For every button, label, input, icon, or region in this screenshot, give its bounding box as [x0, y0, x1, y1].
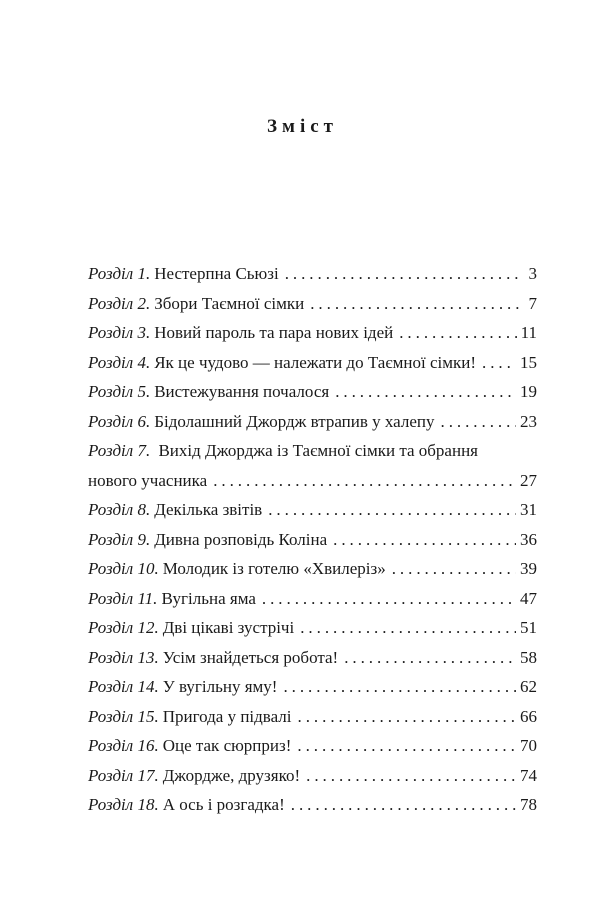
page-number: 15 — [520, 352, 537, 372]
toc-entry-line-1 — [88, 436, 537, 466]
dot-leader — [298, 702, 516, 732]
toc-entry-chapter-15[interactable] — [88, 702, 537, 732]
chapter-label: Розділ 9. — [88, 529, 151, 549]
chapter-title: Джордже, друзяко! — [162, 765, 301, 785]
dot-leader — [310, 289, 523, 319]
dot-leader — [285, 259, 523, 289]
chapter-title-continuation: нового учасника — [88, 470, 208, 490]
dot-leader — [482, 348, 516, 378]
dot-leader — [297, 731, 516, 761]
dot-leader — [213, 466, 516, 496]
chapter-label: Розділ 5. — [88, 382, 151, 401]
dot-leader — [306, 761, 516, 791]
chapter-title: У вугільну яму! — [162, 677, 278, 696]
chapter-title: А ось і розгадка! — [162, 795, 285, 814]
dot-leader — [268, 495, 516, 525]
toc-entry-chapter-14[interactable] — [88, 672, 537, 702]
toc-entry-line-2 — [88, 466, 537, 496]
chapter-title: Нестерпна Сьюзі — [154, 264, 279, 283]
dot-leader — [399, 318, 516, 348]
chapter-label: Розділ 6. — [88, 411, 151, 431]
chapter-title: Вихід Джорджа із Таємної сімки та обрання — [158, 441, 478, 460]
dot-leader — [392, 554, 516, 584]
toc-entry-chapter-4[interactable] — [88, 348, 537, 378]
chapter-title: Як це чудово — належати до Таємної сімки! — [154, 352, 477, 372]
chapter-title: Оце так сюрприз! — [162, 736, 292, 755]
chapter-label: Розділ 17. — [88, 765, 159, 785]
toc-entry-chapter-8[interactable] — [88, 495, 537, 525]
page-number: 27 — [520, 470, 537, 490]
page-number: 66 — [520, 706, 537, 726]
chapter-label: Розділ 14. — [88, 677, 159, 696]
dot-leader — [333, 525, 516, 555]
chapter-title: Вугільна яма — [161, 588, 256, 608]
dot-leader — [441, 407, 517, 437]
dot-leader — [344, 643, 516, 673]
toc-entry-chapter-7[interactable] — [88, 436, 537, 495]
page-number: 7 — [528, 293, 537, 313]
chapter-title: Бідолашний Джордж втрапив у халепу — [154, 411, 435, 431]
page-number: 23 — [520, 411, 537, 431]
toc-entry-chapter-9[interactable] — [88, 525, 537, 555]
toc-entry-chapter-16[interactable] — [88, 731, 537, 761]
page-number: 51 — [520, 618, 537, 637]
chapter-label: Розділ 4. — [88, 352, 151, 372]
chapter-title: Дві цікаві зустрічі — [162, 618, 295, 637]
page-number: 31 — [520, 500, 537, 519]
dot-leader — [262, 584, 516, 614]
page-title: Зміст — [266, 116, 338, 137]
chapter-label: Розділ 13. — [88, 647, 159, 667]
page-number: 11 — [520, 323, 537, 342]
chapter-title: Молодик із готелю «Хвилеріз» — [162, 559, 386, 578]
toc-entry-chapter-11[interactable] — [88, 584, 537, 614]
toc-entry-chapter-2[interactable] — [88, 289, 537, 319]
chapter-label: Розділ 8. — [88, 500, 151, 519]
chapter-label: Розділ 2. — [88, 293, 151, 313]
chapter-title: Збори Таємної сімки — [154, 293, 305, 313]
dot-leader — [300, 613, 516, 643]
page-number: 3 — [528, 264, 537, 283]
chapter-title: Вистежування почалося — [154, 382, 330, 401]
toc-entry-chapter-12[interactable] — [88, 613, 537, 643]
toc-entry-chapter-13[interactable] — [88, 643, 537, 673]
toc-entry-chapter-6[interactable] — [88, 407, 537, 437]
toc-entry-chapter-3[interactable] — [88, 318, 537, 348]
chapter-label: Розділ 11. — [88, 588, 158, 608]
chapter-label: Розділ 18. — [88, 795, 159, 814]
dot-leader — [283, 672, 516, 702]
page-number: 19 — [520, 382, 537, 401]
table-of-contents — [88, 259, 537, 820]
page-number: 74 — [520, 765, 537, 785]
chapter-label: Розділ 7. — [88, 441, 151, 460]
chapter-title: Усім знайдеться робота! — [162, 647, 339, 667]
chapter-label: Розділ 3. — [88, 323, 151, 342]
toc-entry-chapter-17[interactable] — [88, 761, 537, 791]
chapter-title: Декілька звітів — [154, 500, 263, 519]
toc-entry-chapter-18[interactable] — [88, 790, 537, 820]
chapter-title: Новий пароль та пара нових ідей — [154, 323, 394, 342]
page-number: 62 — [520, 677, 537, 696]
page-number: 47 — [520, 588, 537, 608]
chapter-label: Розділ 16. — [88, 736, 159, 755]
page-number: 70 — [520, 736, 537, 755]
toc-entry-chapter-1[interactable] — [88, 259, 537, 289]
chapter-label: Розділ 12. — [88, 618, 159, 637]
dot-leader — [335, 377, 516, 407]
chapter-title: Пригода у підвалі — [162, 706, 292, 726]
chapter-label: Розділ 10. — [88, 559, 159, 578]
chapter-title: Дивна розповідь Коліна — [154, 529, 328, 549]
page-number: 39 — [520, 559, 537, 578]
page-number: 58 — [520, 647, 537, 667]
page-number: 78 — [520, 795, 537, 814]
toc-entry-chapter-5[interactable] — [88, 377, 537, 407]
toc-entry-chapter-10[interactable] — [88, 554, 537, 584]
chapter-label: Розділ 15. — [88, 706, 159, 726]
dot-leader — [291, 790, 516, 820]
chapter-label: Розділ 1. — [88, 264, 151, 283]
page-number: 36 — [520, 529, 537, 549]
